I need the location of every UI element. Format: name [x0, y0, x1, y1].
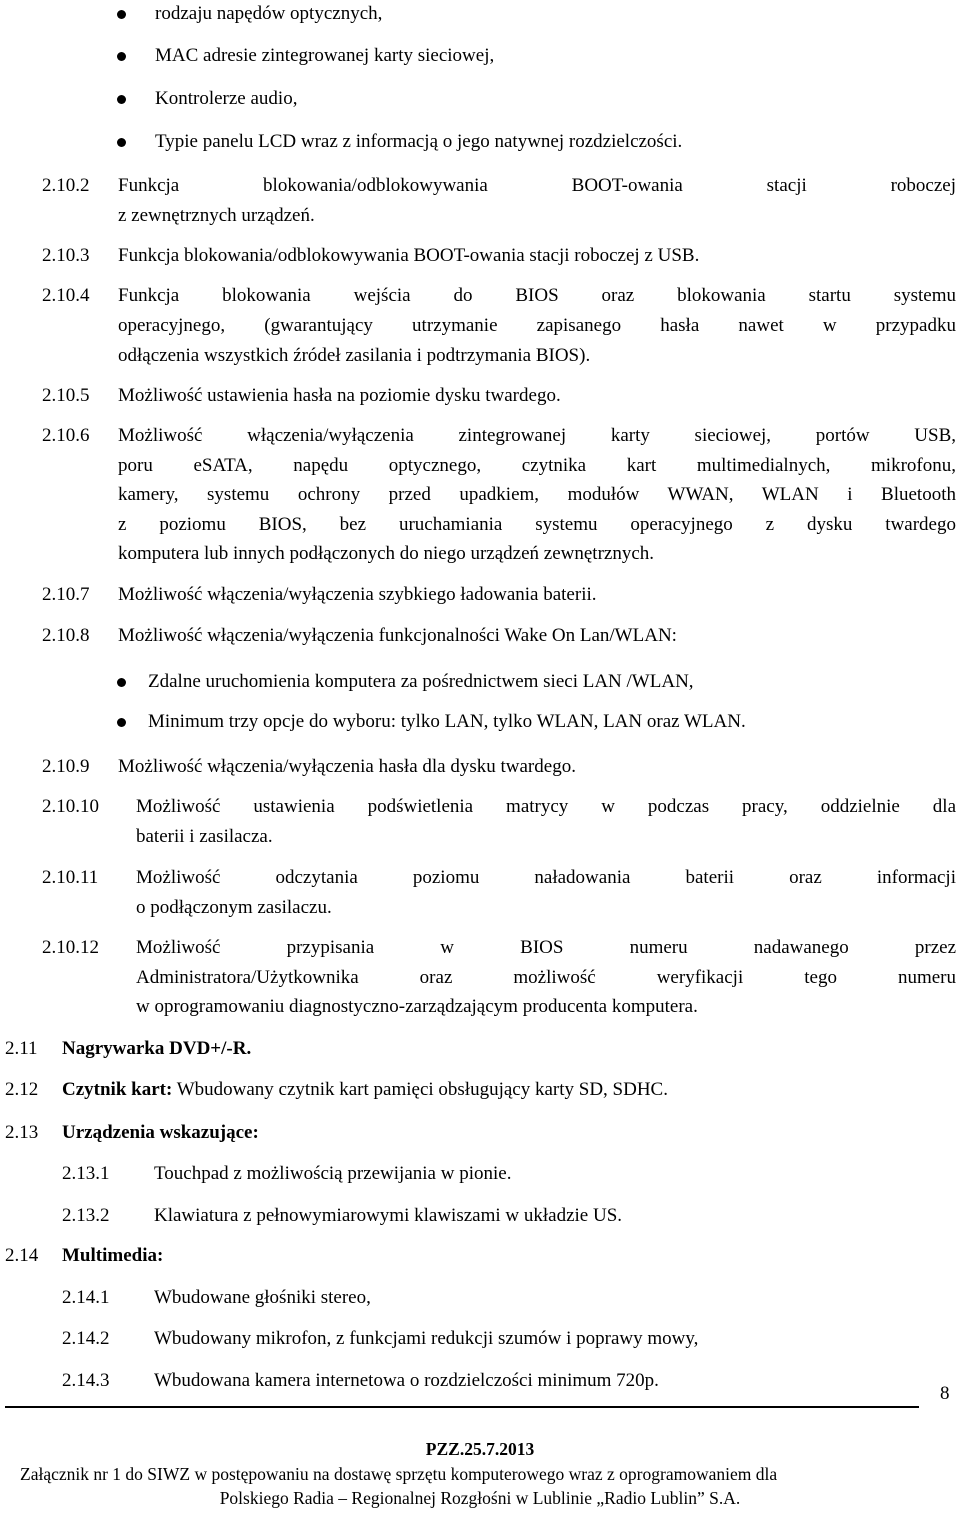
- item-number: 2.10.8: [42, 625, 90, 646]
- section-title: Czytnik kart:: [62, 1079, 173, 1100]
- item-text: Możliwość włączenia/wyłączenia zintegrowanej karty sieciowej, portów USB,: [118, 425, 956, 446]
- item-number: 2.10.5: [42, 385, 90, 406]
- section-text: Wbudowany czytnik kart pamięci obsługujący karty SD, SDHC.: [172, 1079, 668, 1100]
- item-text: komputera lub innych podłączonych do niego urządzeń zewnętrznych.: [118, 543, 655, 564]
- item-text: Możliwość ustawienia podświetlenia matrycy w podczas pracy, oddzielnie dla: [136, 796, 956, 817]
- section-number: 2.11: [5, 1038, 38, 1059]
- item-number: 2.10.2: [42, 175, 90, 196]
- item-text: Możliwość odczytania poziomu naładowania baterii oraz informacji: [136, 867, 956, 888]
- item-text: z poziomu BIOS, bez uruchamiania systemu operacyjnego z dysku twardego: [118, 514, 956, 535]
- item-text: z zewnętrznych urządzeń.: [118, 205, 315, 226]
- item-number: 2.10.4: [42, 285, 90, 306]
- footer-text: Załącznik nr 1 do SIWZ w postępowaniu na dostawę sprzętu komputerowego wraz z oprogramowaniem dla: [20, 1464, 778, 1484]
- item-text: Funkcja blokowania/odblokowywania BOOT-owania stacji roboczej: [118, 175, 956, 196]
- list-item: MAC adresie zintegrowanej karty sieciowej,: [155, 45, 495, 66]
- subitem-text: Wbudowana kamera internetowa o rozdzielczości minimum 720p.: [154, 1370, 659, 1391]
- subitem-number: 2.13.1: [62, 1163, 110, 1184]
- item-text: Funkcja blokowania wejścia do BIOS oraz blokowania startu systemu: [118, 285, 956, 306]
- bullet-marker: [117, 718, 126, 727]
- list-item: Minimum trzy opcje do wyboru: tylko LAN, tylko WLAN, LAN oraz WLAN.: [148, 711, 746, 732]
- item-text: Administratora/Użytkownika oraz możliwość weryfikacji tego numeru: [136, 967, 956, 988]
- item-text: w oprogramowaniu diagnostyczno-zarządzającym producenta komputera.: [136, 996, 698, 1017]
- subitem-number: 2.14.1: [62, 1287, 110, 1308]
- item-number: 2.10.3: [42, 245, 90, 266]
- bullet-marker: [117, 95, 126, 104]
- list-item: Kontrolerze audio,: [155, 88, 298, 109]
- section-title: Multimedia:: [62, 1245, 164, 1266]
- item-number: 2.10.11: [42, 867, 99, 888]
- section-number: 2.12: [5, 1079, 39, 1100]
- item-number: 2.10.7: [42, 584, 90, 605]
- section-title: Urządzenia wskazujące:: [62, 1122, 259, 1143]
- item-text: Możliwość włączenia/wyłączenia hasła dla dysku twardego.: [118, 756, 576, 777]
- item-number: 2.10.10: [42, 796, 99, 817]
- subitem-number: 2.14.3: [62, 1370, 110, 1391]
- item-number: 2.10.6: [42, 425, 90, 446]
- list-item: rodzaju napędów optycznych,: [155, 3, 383, 24]
- item-number: 2.10.12: [42, 937, 99, 958]
- bullet-marker: [117, 678, 126, 687]
- list-item: Zdalne uruchomienia komputera za pośrednictwem sieci LAN /WLAN,: [148, 671, 694, 692]
- item-text: odłączenia wszystkich źródeł zasilania i podtrzymania BIOS).: [118, 345, 591, 366]
- section-line: [62, 1080, 668, 1099]
- footer-divider: [5, 1406, 919, 1408]
- item-text: poru eSATA, napędu optycznego, czytnika kart multimedialnych, mikrofonu,: [118, 455, 956, 476]
- footer-reference: PZZ.25.7.2013: [425, 1439, 535, 1459]
- subitem-number: 2.13.2: [62, 1205, 110, 1226]
- section-number: 2.14: [5, 1245, 39, 1266]
- subitem-text: Wbudowany mikrofon, z funkcjami redukcji szumów i poprawy mowy,: [154, 1328, 699, 1349]
- item-text: kamery, systemu ochrony przed upadkiem, modułów WWAN, WLAN i Bluetooth: [118, 484, 956, 505]
- section-number: 2.13: [5, 1122, 39, 1143]
- bullet-marker: [117, 52, 126, 61]
- item-text: Funkcja blokowania/odblokowywania BOOT-owania stacji roboczej z USB.: [118, 245, 700, 266]
- subitem-text: Klawiatura z pełnowymiarowymi klawiszami w układzie US.: [154, 1205, 623, 1226]
- bullet-marker: [117, 138, 126, 147]
- section-title: Nagrywarka DVD+/-R.: [62, 1038, 252, 1059]
- page-number: 8: [940, 1383, 950, 1404]
- item-number: 2.10.9: [42, 756, 90, 777]
- item-text: Możliwość włączenia/wyłączenia funkcjonalności Wake On Lan/WLAN:: [118, 625, 677, 646]
- item-text: baterii i zasilacza.: [136, 826, 273, 847]
- list-item: Typie panelu LCD wraz z informacją o jego natywnej rozdzielczości.: [155, 131, 683, 152]
- subitem-text: Touchpad z możliwością przewijania w pionie.: [154, 1163, 512, 1184]
- bullet-marker: [117, 10, 126, 19]
- item-text: Możliwość ustawienia hasła na poziomie dysku twardego.: [118, 385, 561, 406]
- item-text: Możliwość przypisania w BIOS numeru nadawanego przez: [136, 937, 956, 958]
- item-text: operacyjnego, (gwarantujący utrzymanie zapisanego hasła nawet w przypadku: [118, 315, 956, 336]
- item-text: o podłączonym zasilaczu.: [136, 897, 332, 918]
- footer-text: Polskiego Radia – Regionalnej Rozgłośni w Lublinie „Radio Lublin” S.A.: [219, 1488, 741, 1508]
- subitem-number: 2.14.2: [62, 1328, 110, 1349]
- item-text: Możliwość włączenia/wyłączenia szybkiego ładowania baterii.: [118, 584, 597, 605]
- subitem-text: Wbudowane głośniki stereo,: [154, 1287, 371, 1308]
